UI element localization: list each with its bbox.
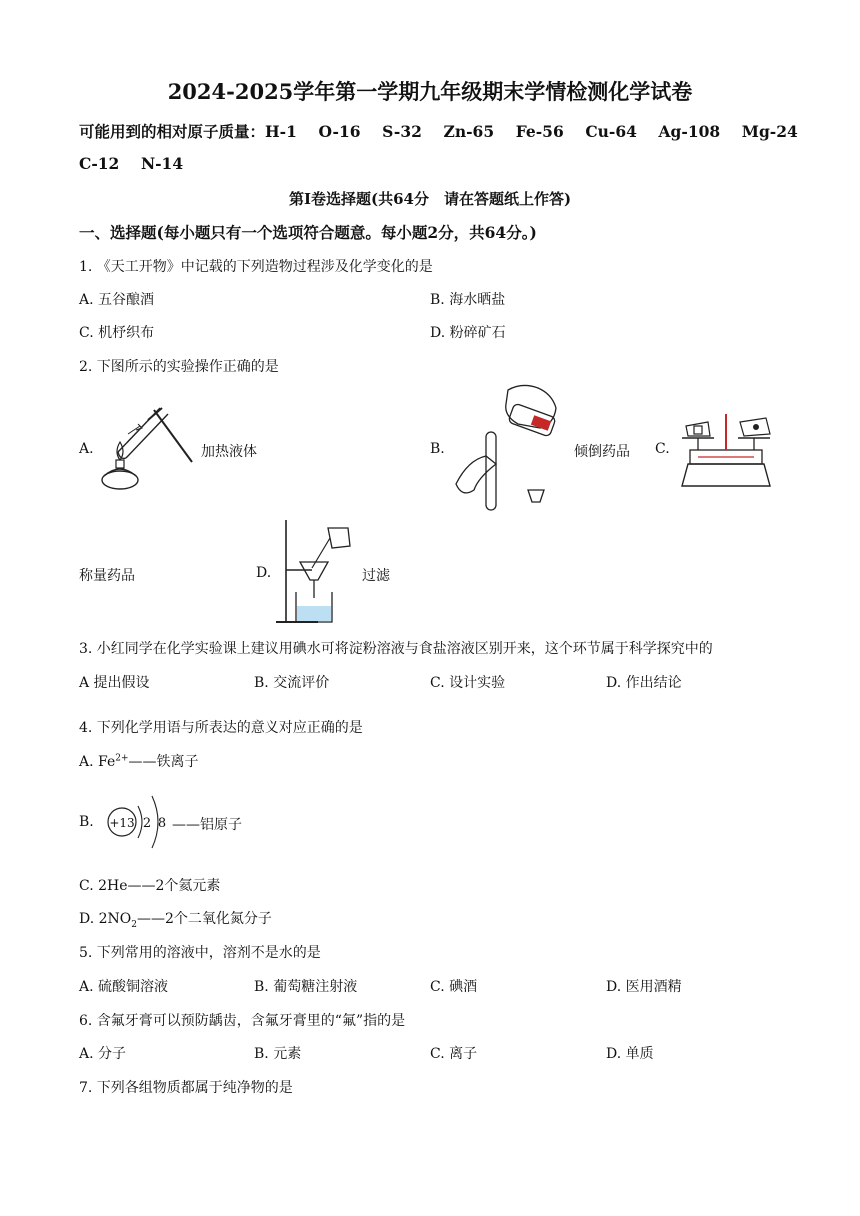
q4-stem: 4. 下列化学用语与所表达的意义对应正确的是	[79, 720, 363, 736]
q4-option-a	[79, 751, 199, 771]
nucleus-charge: +13	[109, 816, 135, 830]
q2-option-d-caption: 过滤	[362, 568, 390, 584]
q4-d-prefix: D. 2NO	[79, 911, 132, 927]
q5-option-a: A. 硫酸铜溶液	[79, 979, 169, 995]
q3-stem: 3. 小红同学在化学实验课上建议用碘水可将淀粉溶液与食盐溶液区别开来，这个环节属于科学探究中的	[79, 641, 713, 657]
atomic-mass-item: Cu-64	[585, 122, 637, 141]
q4-a-prefix: A. Fe	[79, 754, 116, 770]
q2-option-a-letter: A.	[79, 441, 94, 457]
q5-stem: 5. 下列常用的溶液中，溶剂不是水的是	[79, 945, 321, 961]
pouring-reagent-diagram	[448, 380, 572, 516]
atomic-masses-line-2	[79, 154, 183, 173]
q2-option-b-caption: 倾倒药品	[574, 444, 630, 460]
atomic-structure-diagram	[100, 780, 172, 860]
q6-option-c: C. 离子	[430, 1046, 478, 1062]
q6-option-b: B. 元素	[254, 1046, 302, 1062]
q4-option-d	[79, 908, 272, 930]
atomic-mass-item: Ag-108	[658, 122, 721, 141]
atomic-mass-item: O-16	[318, 122, 361, 141]
atomic-mass-item: N-14	[140, 154, 184, 173]
q2-option-a-caption: 加热液体	[201, 444, 257, 460]
q1-option-d: D. 粉碎矿石	[430, 325, 506, 341]
section-header: 第Ⅰ卷选择题(共64分 请在答题纸上作答)	[288, 190, 572, 208]
atomic-mass-item: Zn-65	[443, 122, 495, 141]
q6-option-d: D. 单质	[606, 1046, 654, 1062]
q7-stem: 7. 下列各组物质都属于纯净物的是	[79, 1080, 293, 1096]
q1-option-a: A. 五谷酿酒	[79, 292, 155, 308]
q2-option-d-letter: D.	[256, 565, 272, 581]
part-one-instruction: 一、选择题(每小题只有一个选项符合题意。每小题2分，共64分。)	[79, 223, 537, 242]
atomic-mass-item: Mg-24	[741, 122, 798, 141]
q1-option-b: B. 海水晒盐	[430, 292, 506, 308]
q5-option-b: B. 葡萄糖注射液	[254, 979, 358, 995]
atomic-masses-line	[79, 120, 798, 142]
filtration-diagram	[272, 518, 358, 626]
shell-2-electrons: 8	[157, 816, 167, 831]
q4-option-b-suffix: ——铝原子	[172, 817, 242, 833]
q3-option-a: A 提出假设	[79, 675, 150, 691]
shell-1-electrons: 2	[142, 816, 152, 831]
atomic-mass-item: Fe-56	[515, 122, 564, 141]
q4-option-c: C. 2He——2个氦元素	[79, 878, 221, 894]
q3-option-b: B. 交流评价	[254, 675, 330, 691]
weighing-balance-diagram	[674, 406, 778, 488]
q6-stem: 6. 含氟牙膏可以预防龋齿，含氟牙膏里的“氟”指的是	[79, 1013, 406, 1029]
q3-option-d: D. 作出结论	[606, 675, 682, 691]
q3-option-c: C. 设计实验	[430, 675, 506, 691]
atomic-masses-label: 可能用到的相对原子质量：	[79, 122, 266, 141]
q6-option-a: A. 分子	[79, 1046, 127, 1062]
q2-stem: 2. 下图所示的实验操作正确的是	[79, 359, 279, 375]
q1-option-c: C. 机杼织布	[79, 325, 155, 341]
atomic-mass-item: C-12	[79, 154, 120, 173]
q2-option-b-letter: B.	[430, 441, 445, 457]
q4-option-b-letter: B.	[79, 814, 94, 830]
q4-d-subscript: 2	[131, 919, 137, 930]
heating-liquid-diagram	[96, 398, 200, 496]
q4-a-suffix: ——铁离子	[128, 754, 199, 770]
q4-d-suffix: ——2个二氧化氮分子	[137, 911, 272, 927]
q2-option-c-letter: C.	[655, 441, 670, 457]
q4-a-charge: 2+	[115, 753, 129, 764]
page-title: 2024-2025学年第一学期九年级期末学情检测化学试卷	[167, 79, 693, 104]
q1-stem: 1. 《天工开物》中记载的下列造物过程涉及化学变化的是	[79, 259, 433, 275]
q5-option-c: C. 碘酒	[430, 979, 478, 995]
atomic-mass-item: H-1	[265, 122, 297, 141]
atomic-mass-item: S-32	[382, 122, 422, 141]
q2-option-c-caption: 称量药品	[79, 568, 135, 584]
q5-option-d: D. 医用酒精	[606, 979, 682, 995]
